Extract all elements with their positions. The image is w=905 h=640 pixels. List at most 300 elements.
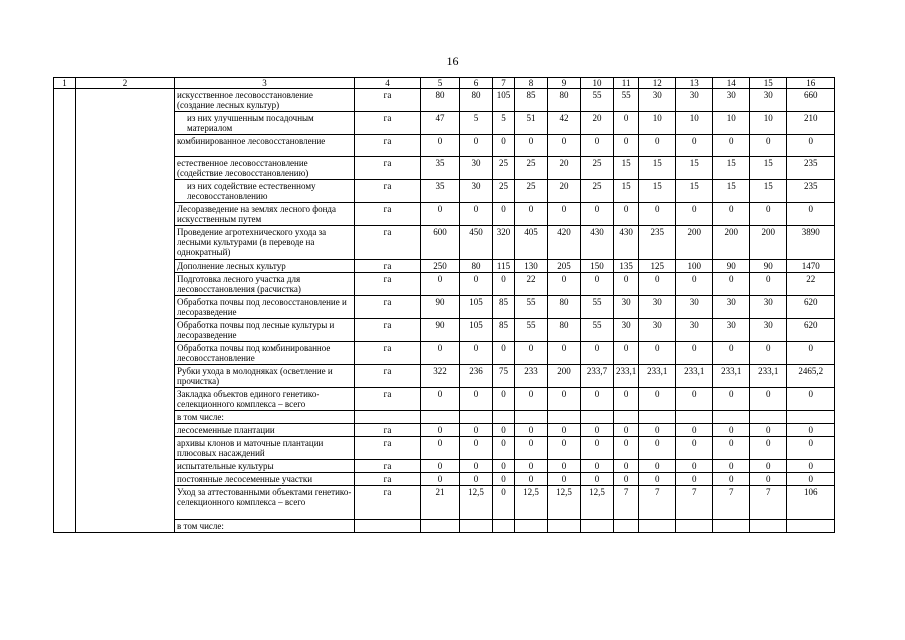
- value-cell: 0: [676, 473, 713, 486]
- value-cell: 233,7: [581, 365, 614, 388]
- value-cell: 7: [750, 486, 787, 520]
- table-row: [54, 89, 835, 112]
- value-cell: 55: [581, 89, 614, 112]
- value-cell: 0: [676, 437, 713, 460]
- value-cell: 85: [493, 319, 515, 342]
- value-cell: 55: [581, 319, 614, 342]
- value-cell: [581, 520, 614, 533]
- value-cell: 0: [639, 388, 676, 411]
- value-cell: 0: [713, 388, 750, 411]
- value-cell: 0: [581, 203, 614, 226]
- value-cell: 10: [713, 112, 750, 135]
- total-cell: 22: [787, 273, 835, 296]
- value-cell: 7: [614, 486, 639, 520]
- value-cell: 7: [713, 486, 750, 520]
- value-cell: 0: [421, 437, 460, 460]
- value-cell: [713, 520, 750, 533]
- value-cell: 25: [581, 157, 614, 180]
- value-cell: 0: [460, 424, 493, 437]
- value-cell: 0: [515, 203, 548, 226]
- value-cell: 430: [581, 226, 614, 260]
- unit-cell: га: [355, 135, 421, 157]
- row-label: Лесоразведение на землях лесного фонда искусственным путем: [175, 203, 355, 226]
- row-label: из них улучшенным посадочным материалом: [175, 112, 355, 135]
- unit-cell: га: [355, 203, 421, 226]
- column-number-cell: 8: [515, 78, 548, 89]
- value-cell: 115: [493, 260, 515, 273]
- row-label: испытательные культуры: [175, 460, 355, 473]
- value-cell: 0: [713, 203, 750, 226]
- total-cell: 3890: [787, 226, 835, 260]
- value-cell: 30: [614, 296, 639, 319]
- unit-cell: га: [355, 89, 421, 112]
- value-cell: 0: [460, 203, 493, 226]
- column-number-cell: 14: [713, 78, 750, 89]
- column-number-cell: 16: [787, 78, 835, 89]
- value-cell: 0: [515, 437, 548, 460]
- value-cell: 25: [493, 157, 515, 180]
- value-cell: 0: [548, 388, 581, 411]
- value-cell: 80: [548, 296, 581, 319]
- value-cell: 0: [460, 460, 493, 473]
- row-label: постоянные лесосеменные участки: [175, 473, 355, 486]
- value-cell: [639, 520, 676, 533]
- value-cell: 0: [639, 460, 676, 473]
- value-cell: 80: [421, 89, 460, 112]
- row-label: Рубки ухода в молодняках (осветление и прочистка): [175, 365, 355, 388]
- value-cell: 55: [614, 89, 639, 112]
- value-cell: 0: [515, 135, 548, 157]
- value-cell: 90: [421, 319, 460, 342]
- value-cell: 0: [515, 388, 548, 411]
- value-cell: 0: [548, 460, 581, 473]
- value-cell: 0: [421, 135, 460, 157]
- value-cell: 15: [713, 180, 750, 203]
- value-cell: 320: [493, 226, 515, 260]
- value-cell: 405: [515, 226, 548, 260]
- value-cell: 0: [750, 437, 787, 460]
- value-cell: 0: [493, 273, 515, 296]
- value-cell: 205: [548, 260, 581, 273]
- value-cell: 0: [750, 273, 787, 296]
- value-cell: 75: [493, 365, 515, 388]
- unit-cell: га: [355, 260, 421, 273]
- unit-cell: га: [355, 365, 421, 388]
- value-cell: 80: [460, 260, 493, 273]
- value-cell: 0: [581, 135, 614, 157]
- value-cell: 0: [614, 460, 639, 473]
- value-cell: [676, 520, 713, 533]
- value-cell: 0: [639, 273, 676, 296]
- value-cell: 250: [421, 260, 460, 273]
- value-cell: 10: [639, 112, 676, 135]
- unit-cell: га: [355, 319, 421, 342]
- value-cell: 0: [614, 424, 639, 437]
- value-cell: 15: [750, 180, 787, 203]
- row-label: Проведение агротехнического ухода за лесными культурами (в переводе на однократный): [175, 226, 355, 260]
- row-label: комбинированное лесовосстановление: [175, 135, 355, 157]
- total-cell: 235: [787, 180, 835, 203]
- value-cell: [460, 520, 493, 533]
- value-cell: 20: [581, 112, 614, 135]
- value-cell: 0: [639, 203, 676, 226]
- total-cell: 0: [787, 424, 835, 437]
- value-cell: 7: [676, 486, 713, 520]
- value-cell: 0: [614, 342, 639, 365]
- value-cell: 0: [460, 473, 493, 486]
- value-cell: 0: [581, 437, 614, 460]
- value-cell: 20: [548, 180, 581, 203]
- value-cell: 12,5: [460, 486, 493, 520]
- value-cell: 0: [493, 460, 515, 473]
- value-cell: 233,1: [750, 365, 787, 388]
- row-label: Обработка почвы под комбинированное лесовосстановление: [175, 342, 355, 365]
- value-cell: 20: [548, 157, 581, 180]
- value-cell: 233,1: [614, 365, 639, 388]
- value-cell: 0: [493, 203, 515, 226]
- value-cell: 0: [581, 342, 614, 365]
- value-cell: 15: [614, 157, 639, 180]
- total-cell: 620: [787, 319, 835, 342]
- unit-cell: га: [355, 273, 421, 296]
- page-number: 16: [446, 54, 459, 68]
- table-body: [54, 78, 835, 533]
- value-cell: 30: [639, 296, 676, 319]
- value-cell: 420: [548, 226, 581, 260]
- value-cell: 0: [639, 473, 676, 486]
- value-cell: 15: [750, 157, 787, 180]
- value-cell: 233: [515, 365, 548, 388]
- value-cell: 600: [421, 226, 460, 260]
- value-cell: [493, 411, 515, 424]
- value-cell: 15: [639, 180, 676, 203]
- value-cell: 0: [421, 424, 460, 437]
- value-cell: 0: [493, 342, 515, 365]
- value-cell: 0: [581, 273, 614, 296]
- value-cell: [713, 411, 750, 424]
- value-cell: 0: [548, 273, 581, 296]
- unit-cell: [355, 520, 421, 533]
- value-cell: 0: [548, 203, 581, 226]
- value-cell: 30: [676, 89, 713, 112]
- column-number-cell: 10: [581, 78, 614, 89]
- value-cell: 30: [614, 319, 639, 342]
- value-cell: 25: [493, 180, 515, 203]
- value-cell: 0: [676, 135, 713, 157]
- value-cell: 0: [614, 135, 639, 157]
- value-cell: 30: [639, 89, 676, 112]
- value-cell: 85: [515, 89, 548, 112]
- value-cell: 25: [515, 157, 548, 180]
- value-cell: 0: [581, 388, 614, 411]
- value-cell: 0: [421, 460, 460, 473]
- value-cell: 35: [421, 157, 460, 180]
- total-cell: 0: [787, 460, 835, 473]
- value-cell: 0: [713, 273, 750, 296]
- value-cell: 0: [460, 342, 493, 365]
- value-cell: 135: [614, 260, 639, 273]
- unit-cell: га: [355, 460, 421, 473]
- value-cell: 0: [614, 203, 639, 226]
- total-cell: 0: [787, 473, 835, 486]
- value-cell: 105: [460, 319, 493, 342]
- value-cell: 47: [421, 112, 460, 135]
- value-cell: 0: [614, 437, 639, 460]
- value-cell: 30: [460, 157, 493, 180]
- column-number-cell: 6: [460, 78, 493, 89]
- value-cell: 200: [548, 365, 581, 388]
- total-cell: 0: [787, 203, 835, 226]
- value-cell: 12,5: [515, 486, 548, 520]
- value-cell: 5: [460, 112, 493, 135]
- unit-cell: га: [355, 180, 421, 203]
- row-label: Уход за аттестованными объектами генетико-селекционного комплекса – всего: [175, 486, 355, 520]
- value-cell: 200: [713, 226, 750, 260]
- value-cell: 0: [421, 273, 460, 296]
- value-cell: 15: [639, 157, 676, 180]
- value-cell: 90: [421, 296, 460, 319]
- value-cell: 30: [676, 319, 713, 342]
- value-cell: [515, 411, 548, 424]
- value-cell: 236: [460, 365, 493, 388]
- value-cell: 0: [676, 342, 713, 365]
- unit-cell: га: [355, 157, 421, 180]
- value-cell: 0: [614, 112, 639, 135]
- value-cell: 0: [493, 135, 515, 157]
- row-label: в том числе:: [175, 411, 355, 424]
- value-cell: 0: [614, 273, 639, 296]
- total-cell: 0: [787, 342, 835, 365]
- value-cell: 0: [750, 342, 787, 365]
- value-cell: [421, 411, 460, 424]
- value-cell: 233,1: [639, 365, 676, 388]
- value-cell: 0: [713, 424, 750, 437]
- value-cell: 0: [493, 424, 515, 437]
- value-cell: 200: [676, 226, 713, 260]
- total-cell: 210: [787, 112, 835, 135]
- value-cell: 21: [421, 486, 460, 520]
- value-cell: 105: [493, 89, 515, 112]
- value-cell: 5: [493, 112, 515, 135]
- unit-cell: га: [355, 437, 421, 460]
- value-cell: 25: [515, 180, 548, 203]
- value-cell: 80: [548, 319, 581, 342]
- value-cell: 235: [639, 226, 676, 260]
- value-cell: [421, 520, 460, 533]
- row-label: Закладка объектов единого генетико-селекционного комплекса – всего: [175, 388, 355, 411]
- value-cell: 10: [750, 112, 787, 135]
- value-cell: 0: [750, 388, 787, 411]
- value-cell: 0: [676, 460, 713, 473]
- row-label: лесосеменные плантации: [175, 424, 355, 437]
- value-cell: [639, 411, 676, 424]
- value-cell: 0: [515, 342, 548, 365]
- value-cell: 0: [493, 473, 515, 486]
- value-cell: 15: [713, 157, 750, 180]
- data-table: [53, 77, 835, 533]
- value-cell: 0: [750, 424, 787, 437]
- value-cell: 90: [750, 260, 787, 273]
- value-cell: 51: [515, 112, 548, 135]
- unit-cell: га: [355, 424, 421, 437]
- value-cell: 42: [548, 112, 581, 135]
- total-cell: 2465,2: [787, 365, 835, 388]
- column-2-cell: [76, 89, 175, 533]
- total-cell: 620: [787, 296, 835, 319]
- value-cell: 0: [639, 437, 676, 460]
- value-cell: 80: [460, 89, 493, 112]
- value-cell: 200: [750, 226, 787, 260]
- total-cell: 660: [787, 89, 835, 112]
- total-cell: 0: [787, 135, 835, 157]
- value-cell: 0: [713, 135, 750, 157]
- value-cell: 0: [493, 486, 515, 520]
- value-cell: 0: [676, 273, 713, 296]
- value-cell: [614, 520, 639, 533]
- value-cell: 7: [639, 486, 676, 520]
- value-cell: 12,5: [581, 486, 614, 520]
- value-cell: 22: [515, 273, 548, 296]
- value-cell: 55: [515, 296, 548, 319]
- value-cell: 0: [460, 437, 493, 460]
- value-cell: [515, 520, 548, 533]
- value-cell: 30: [460, 180, 493, 203]
- unit-cell: га: [355, 296, 421, 319]
- column-number-row: [54, 78, 835, 89]
- unit-cell: га: [355, 473, 421, 486]
- value-cell: 0: [750, 203, 787, 226]
- value-cell: [581, 411, 614, 424]
- row-label: Подготовка лесного участка для лесовосстановления (расчистка): [175, 273, 355, 296]
- value-cell: 0: [713, 437, 750, 460]
- value-cell: 233,1: [713, 365, 750, 388]
- unit-cell: га: [355, 486, 421, 520]
- row-label: искусственное лесовосстановление (создание лесных культур): [175, 89, 355, 112]
- value-cell: [460, 411, 493, 424]
- value-cell: 0: [493, 437, 515, 460]
- value-cell: 0: [548, 135, 581, 157]
- value-cell: 0: [515, 460, 548, 473]
- value-cell: 0: [421, 388, 460, 411]
- unit-cell: га: [355, 112, 421, 135]
- column-number-cell: 12: [639, 78, 676, 89]
- value-cell: 430: [614, 226, 639, 260]
- column-1-cell: [54, 89, 76, 533]
- value-cell: 25: [581, 180, 614, 203]
- column-number-cell: 15: [750, 78, 787, 89]
- value-cell: 30: [713, 296, 750, 319]
- value-cell: 322: [421, 365, 460, 388]
- value-cell: 100: [676, 260, 713, 273]
- value-cell: [614, 411, 639, 424]
- total-cell: [787, 520, 835, 533]
- value-cell: 0: [639, 424, 676, 437]
- value-cell: 30: [713, 89, 750, 112]
- column-number-cell: 7: [493, 78, 515, 89]
- value-cell: 0: [421, 473, 460, 486]
- value-cell: 0: [548, 437, 581, 460]
- value-cell: 233,1: [676, 365, 713, 388]
- value-cell: 0: [713, 460, 750, 473]
- value-cell: 80: [548, 89, 581, 112]
- total-cell: 1470: [787, 260, 835, 273]
- row-label: естественное лесовосстановление (содействие лесовосстановлению): [175, 157, 355, 180]
- total-cell: 0: [787, 388, 835, 411]
- value-cell: 125: [639, 260, 676, 273]
- value-cell: [548, 520, 581, 533]
- value-cell: 0: [614, 388, 639, 411]
- column-number-cell: 3: [175, 78, 355, 89]
- unit-cell: га: [355, 388, 421, 411]
- value-cell: 450: [460, 226, 493, 260]
- value-cell: 15: [614, 180, 639, 203]
- value-cell: [493, 520, 515, 533]
- column-number-cell: 11: [614, 78, 639, 89]
- total-cell: 235: [787, 157, 835, 180]
- value-cell: 30: [750, 89, 787, 112]
- total-cell: 0: [787, 437, 835, 460]
- row-label: из них содействие естественному лесовосстановлению: [175, 180, 355, 203]
- value-cell: 30: [639, 319, 676, 342]
- value-cell: 0: [548, 473, 581, 486]
- value-cell: 0: [676, 424, 713, 437]
- value-cell: 0: [676, 203, 713, 226]
- value-cell: 0: [581, 424, 614, 437]
- value-cell: 0: [421, 203, 460, 226]
- value-cell: 0: [460, 273, 493, 296]
- value-cell: 0: [581, 460, 614, 473]
- value-cell: 0: [548, 342, 581, 365]
- value-cell: 105: [460, 296, 493, 319]
- row-label: Дополнение лесных культур: [175, 260, 355, 273]
- value-cell: 30: [750, 319, 787, 342]
- value-cell: 0: [713, 342, 750, 365]
- row-label: Обработка почвы под лесовосстановление и лесоразведение: [175, 296, 355, 319]
- value-cell: 15: [676, 157, 713, 180]
- value-cell: 35: [421, 180, 460, 203]
- value-cell: [750, 520, 787, 533]
- value-cell: 0: [614, 473, 639, 486]
- unit-cell: [355, 411, 421, 424]
- value-cell: 30: [676, 296, 713, 319]
- value-cell: 30: [713, 319, 750, 342]
- value-cell: 0: [750, 473, 787, 486]
- value-cell: 55: [581, 296, 614, 319]
- total-cell: 106: [787, 486, 835, 520]
- value-cell: 0: [460, 135, 493, 157]
- column-number-cell: 2: [76, 78, 175, 89]
- value-cell: 0: [581, 473, 614, 486]
- value-cell: 0: [548, 424, 581, 437]
- value-cell: [548, 411, 581, 424]
- value-cell: 0: [515, 473, 548, 486]
- unit-cell: га: [355, 226, 421, 260]
- value-cell: 0: [460, 388, 493, 411]
- value-cell: 30: [750, 296, 787, 319]
- value-cell: [676, 411, 713, 424]
- value-cell: 130: [515, 260, 548, 273]
- value-cell: 150: [581, 260, 614, 273]
- value-cell: 0: [515, 424, 548, 437]
- value-cell: 0: [421, 342, 460, 365]
- value-cell: [750, 411, 787, 424]
- value-cell: 85: [493, 296, 515, 319]
- total-cell: [787, 411, 835, 424]
- value-cell: 0: [639, 342, 676, 365]
- value-cell: 0: [750, 135, 787, 157]
- value-cell: 0: [639, 135, 676, 157]
- value-cell: 0: [750, 460, 787, 473]
